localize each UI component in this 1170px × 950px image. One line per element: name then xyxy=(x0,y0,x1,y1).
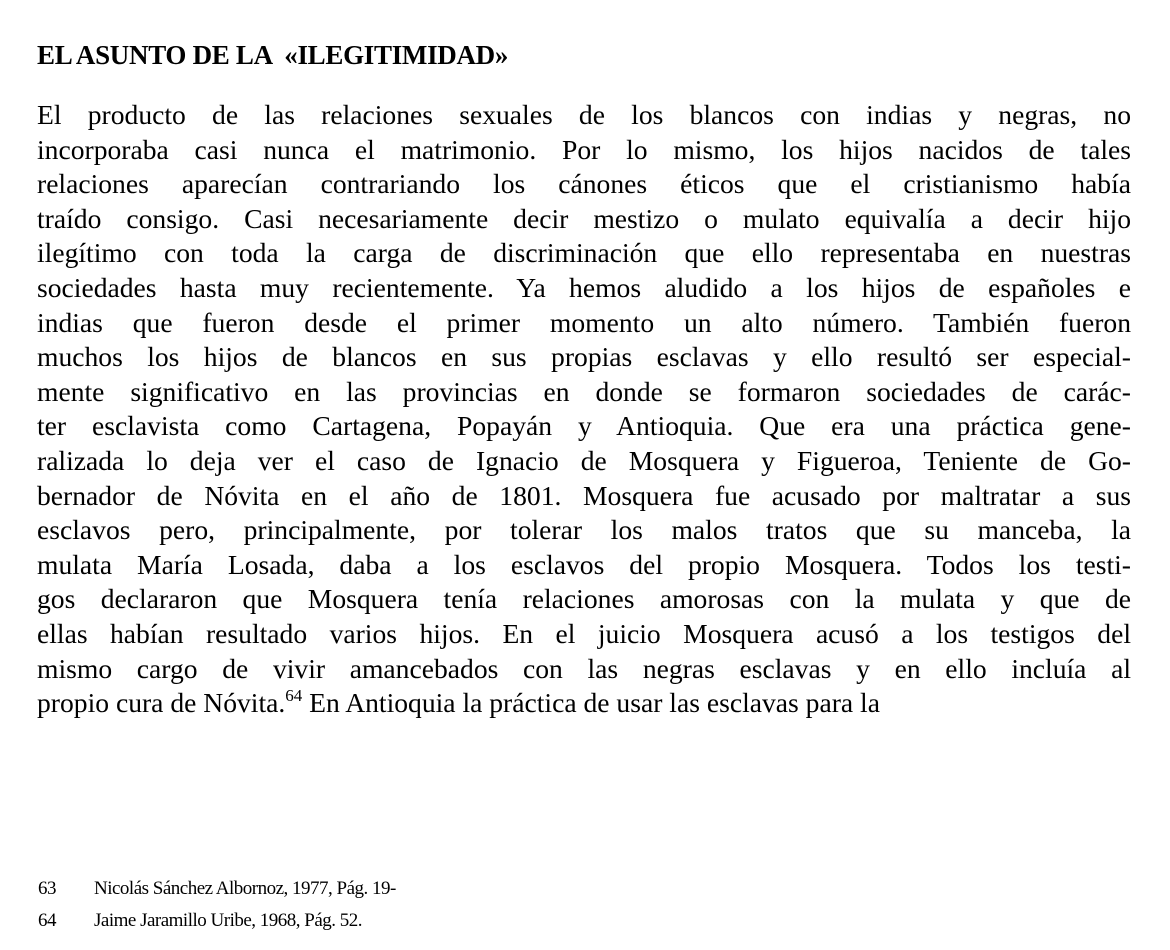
paragraph-line: mismo cargo de vivir amancebados con las negras esclavas y en ello incluía al xyxy=(37,652,1131,684)
paragraph-line: ilegítimo con toda la carga de discriminación que ello representaba en nuestras xyxy=(37,237,1131,269)
footnote-number: 64 xyxy=(38,910,56,931)
paragraph-line: ellas habían resultado varios hijos. En el juicio Mosquera acusó a los testigos del xyxy=(37,617,1131,649)
footnote-item xyxy=(38,905,738,937)
paragraph-line: mente significativo en las provincias en donde se formaron sociedades de carác- xyxy=(37,375,1131,407)
paragraph-line: relaciones aparecían contrariando los cánones éticos que el cristianismo había xyxy=(37,168,1131,200)
body-paragraph xyxy=(37,98,1131,721)
paragraph-line: sociedades hasta muy recientemente. Ya hemos aludido a los hijos de españoles e xyxy=(37,271,1131,303)
footnote-number: 63 xyxy=(38,878,56,899)
paragraph-last-line xyxy=(37,686,1131,721)
footnote-text: Jaime Jaramillo Uribe, 1968, Pág. 52. xyxy=(94,910,363,931)
footnote-item xyxy=(38,873,738,905)
footnote-text: Nicolás Sánchez Albornoz, 1977, Pág. 19- xyxy=(94,878,396,899)
last-line-text-before: propio cura de Nóvita. xyxy=(37,687,286,719)
paragraph-line: muchos los hijos de blancos en sus propias esclavas y ello resultó ser especial- xyxy=(37,341,1131,373)
paragraph-line: gos declararon que Mosquera tenía relaciones amorosas con la mulata y que de xyxy=(37,583,1131,615)
paragraph-line: ter esclavista como Cartagena, Popayán y Antioquia. Que era una práctica gene- xyxy=(37,410,1131,442)
paragraph-line: incorporaba casi nunca el matrimonio. Por lo mismo, los hijos nacidos de tales xyxy=(37,133,1131,165)
paragraph-line: bernador de Nóvita en el año de 1801. Mosquera fue acusado por maltratar a sus xyxy=(37,479,1131,511)
footnote-reference[interactable]: 64 xyxy=(285,686,303,706)
paragraph-line: mulata María Losada, daba a los esclavos del propio Mosquera. Todos los testi- xyxy=(37,548,1131,580)
last-line-text-after: En Antioquia la práctica de usar las esclavas para la xyxy=(302,687,880,719)
paragraph-line: El producto de las relaciones sexuales de los blancos con indias y negras, no xyxy=(37,99,1131,130)
paragraph-line: traído consigo. Casi necesariamente decir mestizo o mulato equivalía a decir hijo xyxy=(37,202,1131,234)
paragraph-line: esclavos pero, principalmente, por tolerar los malos tratos que su manceba, la xyxy=(37,514,1131,546)
section-heading: EL ASUNTO DE LA «ILEGITIMIDAD» xyxy=(37,40,509,70)
paragraph-line: ralizada lo deja ver el caso de Ignacio de Mosquera y Figueroa, Teniente de Go- xyxy=(37,444,1131,476)
footnotes xyxy=(38,873,738,937)
paragraph-line: indias que fueron desde el primer momento un alto número. También fueron xyxy=(37,306,1131,338)
